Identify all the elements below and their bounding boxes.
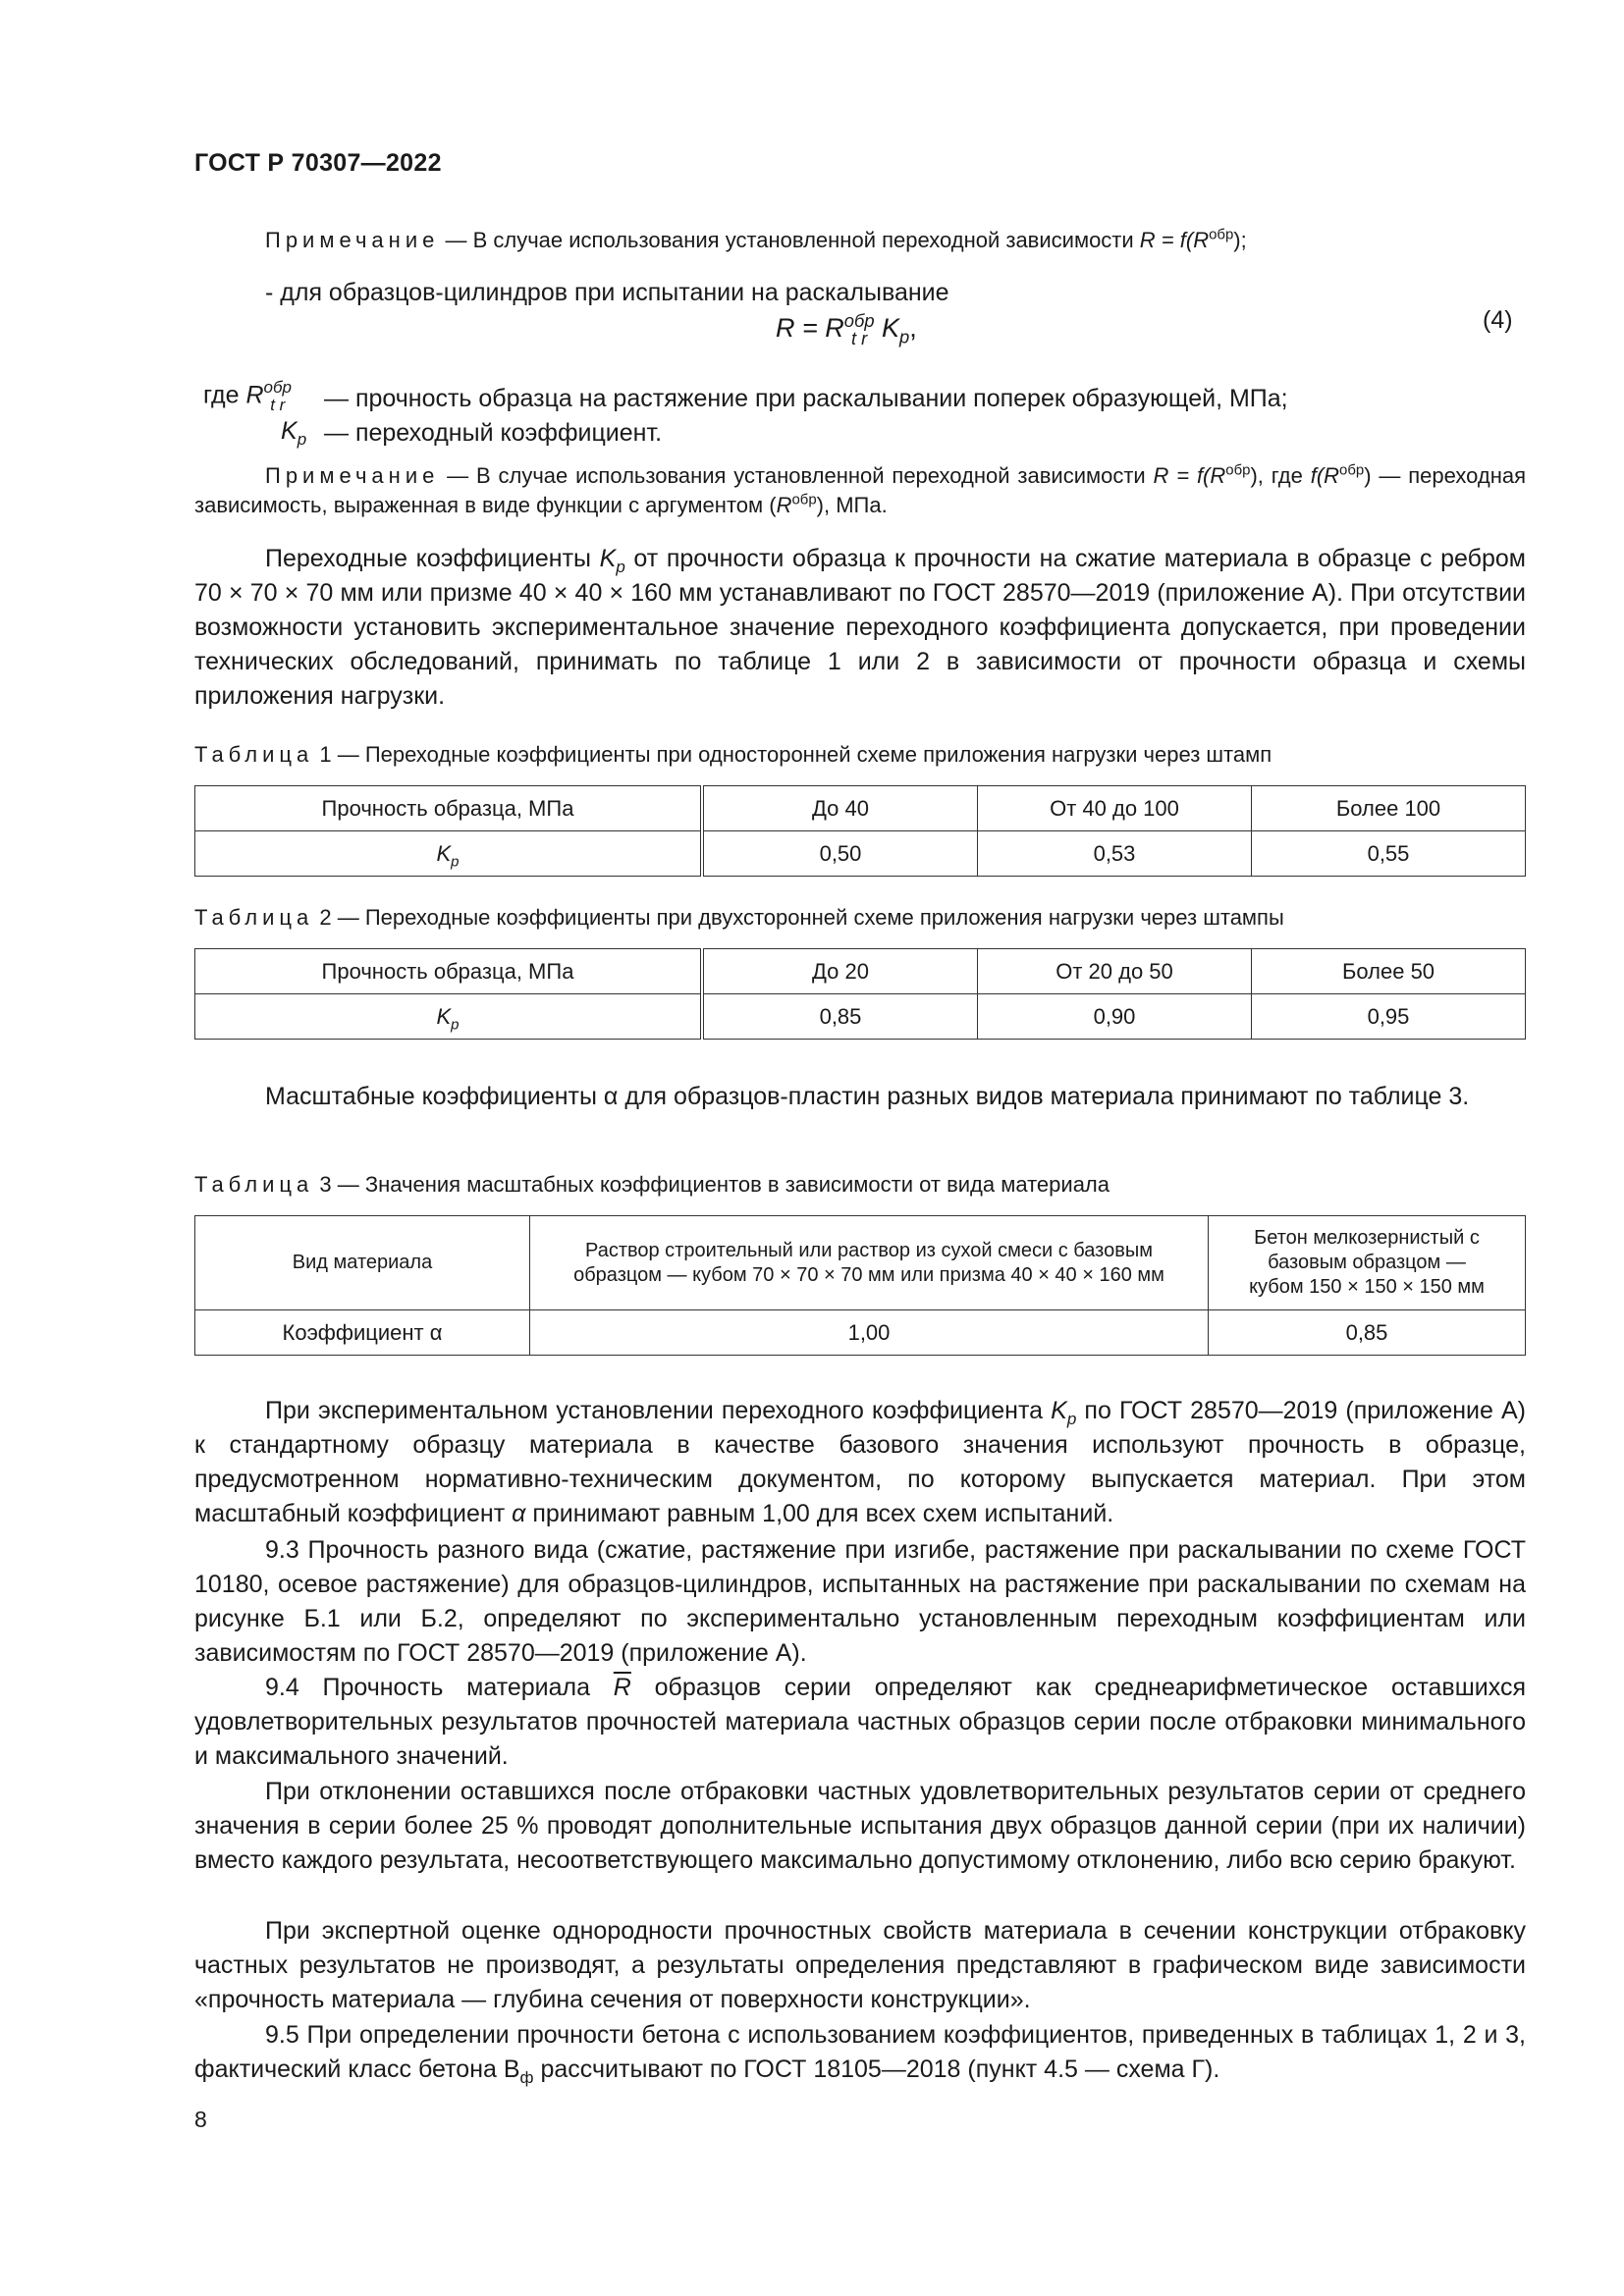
table-cell: 0,85 bbox=[702, 994, 978, 1040]
table-header-row bbox=[195, 1216, 1526, 1310]
para-text: принимают равным 1,00 для всех схем испытаний. bbox=[525, 1500, 1114, 1527]
where-symbol: K bbox=[281, 417, 298, 445]
equation-number: (4) bbox=[1483, 306, 1513, 334]
note-formula: R bbox=[776, 493, 792, 517]
table-cell: 1,00 bbox=[530, 1310, 1209, 1356]
where-desc-1: — прочность образца на растяжение при раскалывании поперек образующей, МПа; bbox=[324, 385, 1288, 412]
note-text: ), где bbox=[1250, 463, 1311, 488]
table-header-cell: От 40 до 100 bbox=[978, 786, 1252, 831]
note-formula: R = f(R bbox=[1153, 463, 1226, 488]
table-cell: 0,50 bbox=[702, 831, 978, 877]
note-2 bbox=[194, 461, 1526, 520]
table-header-cell: До 40 bbox=[702, 786, 978, 831]
where-index bbox=[264, 379, 292, 414]
para-symbol: K bbox=[599, 545, 617, 572]
para-symbol: α bbox=[512, 1500, 526, 1527]
table-header-cell: Прочность образца, МПа bbox=[195, 786, 703, 831]
item-cylinders: - для образцов-цилиндров при испытании на раскалывание bbox=[265, 279, 949, 306]
table-header-cell: Более 50 bbox=[1252, 949, 1526, 994]
note-formula: f(R bbox=[1310, 463, 1340, 488]
paragraph-transition-coefficients bbox=[194, 542, 1526, 714]
paragraph-expert: При экспертной оценке однородности прочностных свойств материала в сечении конструкции отбраковку частных результатов не производят, а результаты определения представляют в графическом виде зависимости «прочность материала — глубина сечения от поверхности конструкции». bbox=[194, 1917, 1526, 2013]
table-cell: 0,55 bbox=[1252, 831, 1526, 877]
paragraph-9-3: 9.3 Прочность разного вида (сжатие, растяжение при изгибе, растяжение при раскалывании по схеме ГОСТ 10180, осевое растяжение) для образцов-цилиндров, испытанных на растяжение при раскалывании по схемам на рисунке Б.1 или Б.2, определяют по экспериментально установленным переходным коэффициентам или зависимостям по ГОСТ 28570—2019 (приложение А). bbox=[194, 1536, 1526, 1667]
table-label: Таблица bbox=[194, 742, 314, 767]
where-prefix: где bbox=[203, 381, 246, 409]
note-formula: R = f(R bbox=[1139, 228, 1210, 252]
kp-symbol: K bbox=[436, 840, 452, 866]
table-cell: 0,53 bbox=[978, 831, 1252, 877]
paragraph-deviation: При отклонении оставшихся после отбраковки частных удовлетворительных результатов серии от среднего значения в серии более 25 % проводят дополнительные испытания двух образцов данной серии (при их наличии) вместо каждого результата, несоответствующего максимально допустимому отклонению, либо всю серию бракуют. bbox=[194, 1778, 1526, 1874]
table-cell: 0,95 bbox=[1252, 994, 1526, 1040]
formula-lhs: R = R bbox=[776, 313, 844, 344]
table-header-row bbox=[195, 949, 1526, 994]
para-symbol: $\overline{R}$ bbox=[613, 1674, 631, 1701]
table-row-label bbox=[195, 831, 703, 877]
para-symbol: K bbox=[1051, 1397, 1067, 1424]
table-header-cell: От 20 до 50 bbox=[978, 949, 1252, 994]
para-text: 9.5 При определении прочности бетона с использованием коэффициентов, приведенных в таблицах 1, 2 и 3, фактический класс бетона В bbox=[194, 2021, 1526, 2083]
table-row-label: Коэффициент α bbox=[195, 1310, 530, 1356]
formula-sub: t r bbox=[850, 328, 868, 348]
para-text: Переходные коэффициенты bbox=[265, 545, 600, 572]
document-header: ГОСТ Р 70307—2022 bbox=[194, 149, 442, 177]
where-symbol: R bbox=[245, 381, 264, 409]
note-sup: обр bbox=[1209, 226, 1234, 243]
table-caption-text: 1 — Переходные коэффициенты при односторонней схеме приложения нагрузки через штамп bbox=[313, 742, 1272, 767]
table-caption-text: 3 — Значения масштабных коэффициентов в зависимости от вида материала bbox=[313, 1172, 1110, 1197]
table-caption-text: 2 — Переходные коэффициенты при двухсторонней схеме приложения нагрузки через штампы bbox=[313, 905, 1284, 930]
table-2-caption bbox=[194, 905, 1284, 931]
note-label: Примечание bbox=[265, 228, 440, 252]
kp-sub: p bbox=[451, 852, 460, 870]
table-3-caption bbox=[194, 1172, 1110, 1198]
kp-sub: p bbox=[451, 1015, 460, 1033]
table-header-cell: Раствор строительный или раствор из сухой смеси с базовым образцом — кубом 70 × 70 × 70 мм или призма 40 × 40 × 160 мм bbox=[530, 1216, 1209, 1310]
where-sup: обр bbox=[263, 378, 292, 397]
table-cell: 0,85 bbox=[1209, 1310, 1526, 1356]
para-sub: p bbox=[616, 558, 625, 576]
para-text: от прочности образца к прочности на сжатие материала в образце с ребром 70 × 70 × 70 мм или призме 40 × 40 × 160 мм устанавливают по ГОСТ 28570—2019 (приложение А). При отсутствии возможности установить экспериментальное значение переходного коэффициента допускается, при проведении технических обследований, принимать по таблице 1 или 2 в зависимости от прочности образца и схемы приложения нагрузки. bbox=[194, 545, 1526, 710]
where-row-1 bbox=[203, 379, 292, 414]
note-sup: обр bbox=[791, 491, 817, 508]
note-1 bbox=[265, 226, 1526, 255]
where-sub: p bbox=[297, 430, 307, 449]
table-cell: 0,90 bbox=[978, 994, 1252, 1040]
note-label: Примечание bbox=[265, 463, 440, 488]
para-sub: ф bbox=[519, 2068, 534, 2087]
para-text: рассчитывают по ГОСТ 18105—2018 (пункт 4.5 — схема Г). bbox=[533, 2056, 1220, 2083]
formula-rhs-sub: p bbox=[899, 326, 910, 347]
formula-sup: обр bbox=[843, 310, 875, 331]
formula-4 bbox=[776, 312, 917, 347]
where-row-2 bbox=[281, 417, 307, 449]
formula-rhs: K bbox=[874, 313, 900, 344]
table-row bbox=[195, 994, 1526, 1040]
table-2 bbox=[194, 948, 1526, 1040]
paragraph-experimental bbox=[194, 1394, 1526, 1531]
table-3 bbox=[194, 1215, 1526, 1356]
para-text: по ГОСТ 28570—2019 (приложение А) к стандартному образцу материала в качестве базового значения используют прочность в образце, предусмотренном нормативно-техническим документом, по которому выпускается материал. При этом масштабный коэффициент bbox=[194, 1397, 1526, 1527]
table-header-cell: Прочность образца, МПа bbox=[195, 949, 703, 994]
note-sup: обр bbox=[1339, 461, 1365, 479]
formula-end: , bbox=[909, 313, 917, 344]
formula-index bbox=[844, 312, 875, 347]
note-text: ) — переходная зависимость, выраженная в виде функции с аргументом ( bbox=[194, 463, 1526, 517]
note-close: ); bbox=[1233, 228, 1247, 252]
table-header-cell: До 20 bbox=[702, 949, 978, 994]
table-1-caption bbox=[194, 742, 1272, 768]
note-text: — В случае использования установленной переходной зависимости bbox=[439, 228, 1140, 252]
note-sup: обр bbox=[1225, 461, 1251, 479]
para-sub: p bbox=[1066, 1410, 1077, 1428]
table-label: Таблица bbox=[194, 905, 314, 930]
note-text: — В случае использования установленной переходной зависимости bbox=[439, 463, 1154, 488]
table-row-label bbox=[195, 994, 703, 1040]
table-row bbox=[195, 831, 1526, 877]
kp-symbol: K bbox=[436, 1003, 452, 1029]
table-label: Таблица bbox=[194, 1172, 314, 1197]
paragraph-scale-coefficients: Масштабные коэффициенты α для образцов-пластин разных видов материала принимают по таблице 3. bbox=[265, 1083, 1470, 1110]
table-header-cell: Более 100 bbox=[1252, 786, 1526, 831]
table-header-cell: Вид материала bbox=[195, 1216, 530, 1310]
table-1 bbox=[194, 785, 1526, 877]
page-number: 8 bbox=[194, 2107, 207, 2132]
para-text: образцов серии определяют как среднеарифметическое оставшихся удовлетворительных результатов прочностей материала частных образцов серии после отбраковки минимального и максимального значений. bbox=[194, 1674, 1526, 1770]
paragraph-9-4 bbox=[194, 1671, 1526, 1774]
table-header-cell: Бетон мелкозернистый с базовым образцом — кубом 150 × 150 × 150 мм bbox=[1209, 1216, 1526, 1310]
where-desc-2: — переходный коэффициент. bbox=[324, 419, 663, 447]
note-text: ), МПа. bbox=[816, 493, 888, 517]
para-text: При экспериментальном установлении переходного коэффициента bbox=[265, 1397, 1052, 1424]
table-row bbox=[195, 1310, 1526, 1356]
para-text: 9.4 Прочность материала bbox=[265, 1674, 614, 1701]
where-sub: t r bbox=[270, 396, 286, 414]
paragraph-9-5 bbox=[194, 2018, 1526, 2087]
table-header-row bbox=[195, 786, 1526, 831]
